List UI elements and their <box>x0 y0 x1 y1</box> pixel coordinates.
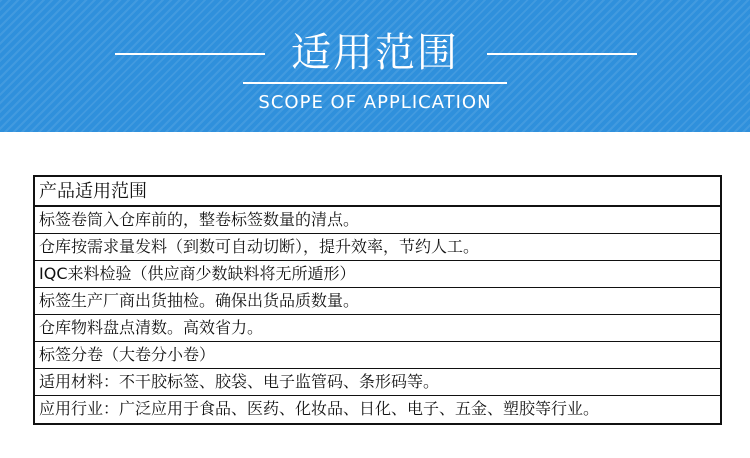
table-row: 标签分卷（大卷分小卷） <box>35 342 720 369</box>
title-underline <box>243 82 507 84</box>
table-row: IQC来料检验（供应商少数缺料将无所遁形） <box>35 261 720 288</box>
table-row: 标签生产厂商出货抽检。确保出货品质数量。 <box>35 288 720 315</box>
banner-title-en: SCOPE OF APPLICATION <box>258 92 492 113</box>
scope-table <box>33 175 722 425</box>
title-banner <box>0 0 750 132</box>
table-row: 适用材料：不干胶标签、胶袋、电子监管码、条形码等。 <box>35 369 720 396</box>
table-header: 产品适用范围 <box>35 177 720 207</box>
decorative-line-right <box>487 53 637 55</box>
table-row: 标签卷筒入仓库前的，整卷标签数量的清点。 <box>35 207 720 234</box>
table-row: 仓库物料盘点清数。高效省力。 <box>35 315 720 342</box>
table-row: 仓库按需求量发料（到数可自动切断），提升效率，节约人工。 <box>35 234 720 261</box>
banner-title-cn: 适用范围 <box>291 30 459 76</box>
table-row: 应用行业：广泛应用于食品、医药、化妆品、日化、电子、五金、塑胶等行业。 <box>39 399 600 418</box>
